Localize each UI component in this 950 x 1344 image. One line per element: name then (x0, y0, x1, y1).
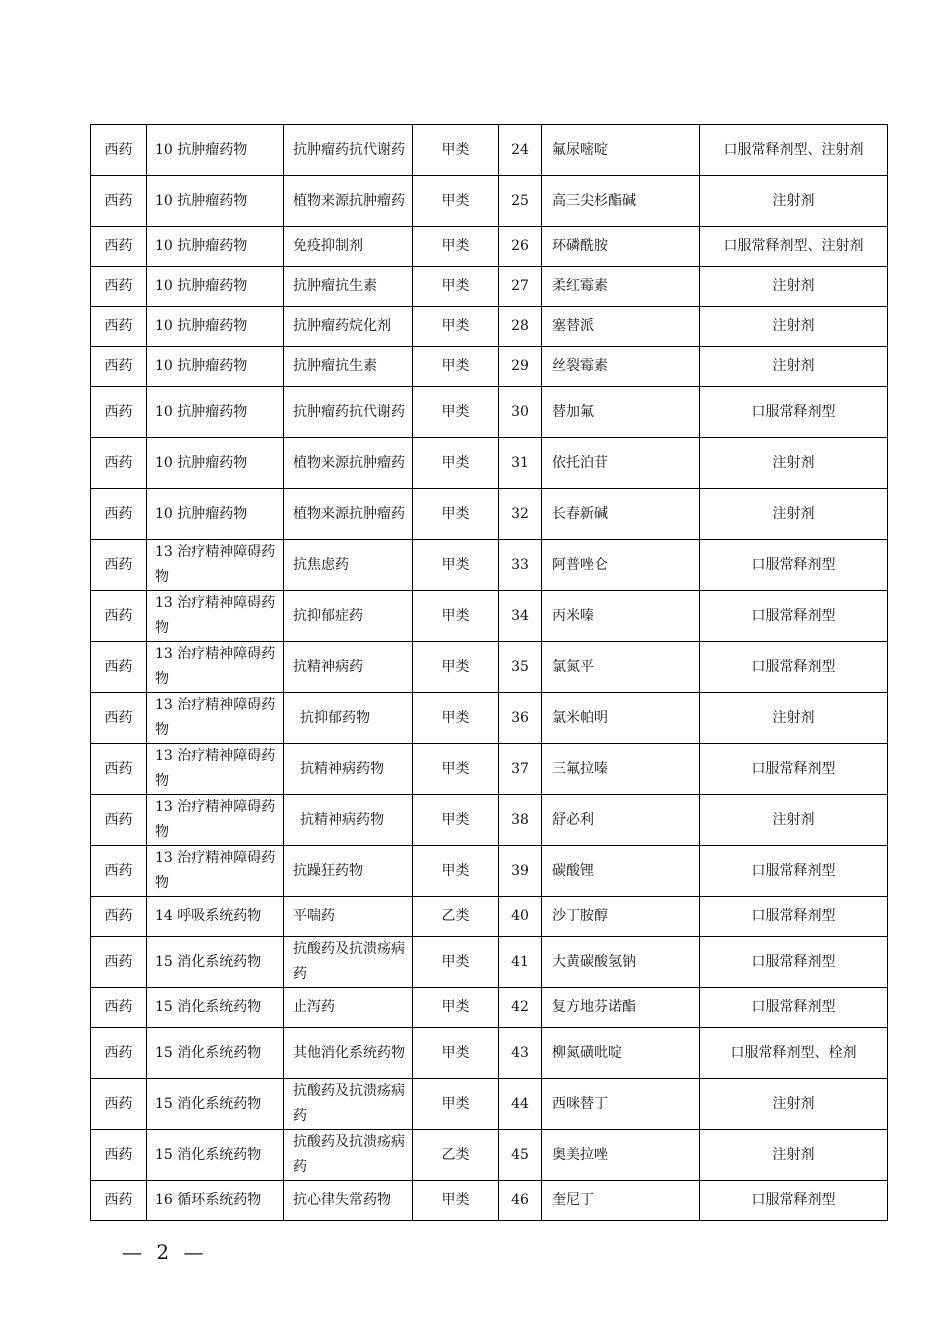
category-cell: 10 抗肿瘤药物 (147, 307, 284, 347)
number-cell: 34 (499, 591, 542, 642)
table-row (91, 176, 888, 227)
subcategory-cell: 抗酸药及抗溃疡病药 (284, 1130, 413, 1181)
drug-type-cell: 西药 (91, 1130, 147, 1181)
number-cell: 44 (499, 1079, 542, 1130)
drug-name-cell: 舒必利 (542, 795, 700, 846)
number-cell: 26 (499, 227, 542, 267)
drug-name-cell: 氯氮平 (542, 642, 700, 693)
number-cell: 29 (499, 347, 542, 387)
drug-type-cell: 西药 (91, 347, 147, 387)
grade-cell: 甲类 (413, 307, 499, 347)
number-cell: 27 (499, 267, 542, 307)
subcategory-cell: 植物来源抗肿瘤药 (284, 176, 413, 227)
number-cell: 38 (499, 795, 542, 846)
number-cell: 41 (499, 937, 542, 988)
grade-cell: 甲类 (413, 744, 499, 795)
table-row (91, 438, 888, 489)
drug-type-cell: 西药 (91, 1028, 147, 1079)
category-cell: 10 抗肿瘤药物 (147, 489, 284, 540)
category-cell: 15 消化系统药物 (147, 937, 284, 988)
subcategory-cell: 抗肿瘤药抗代谢药 (284, 125, 413, 176)
table-row (91, 744, 888, 795)
subcategory-cell: 抗酸药及抗溃疡病药 (284, 937, 413, 988)
grade-cell: 甲类 (413, 642, 499, 693)
dosage-form-cell: 注射剂 (700, 307, 888, 347)
table-row (91, 267, 888, 307)
category-cell: 10 抗肿瘤药物 (147, 387, 284, 438)
drug-type-cell: 西药 (91, 795, 147, 846)
drug-name-cell: 三氟拉嗪 (542, 744, 700, 795)
subcategory-cell: 止泻药 (284, 988, 413, 1028)
table-row (91, 591, 888, 642)
subcategory-cell: 植物来源抗肿瘤药 (284, 489, 413, 540)
table-row (91, 897, 888, 937)
number-cell: 37 (499, 744, 542, 795)
number-cell: 39 (499, 846, 542, 897)
drug-type-cell: 西药 (91, 307, 147, 347)
subcategory-cell: 抗躁狂药物 (284, 846, 413, 897)
category-cell: 13 治疗精神障碍药物 (147, 693, 284, 744)
dosage-form-cell: 口服常释剂型 (700, 540, 888, 591)
table-row (91, 125, 888, 176)
table-row (91, 347, 888, 387)
subcategory-cell: 抗肿瘤抗生素 (284, 347, 413, 387)
table-row (91, 227, 888, 267)
grade-cell: 甲类 (413, 846, 499, 897)
table-row (91, 1079, 888, 1130)
dosage-form-cell: 注射剂 (700, 347, 888, 387)
subcategory-cell: 抗心律失常药物 (284, 1181, 413, 1221)
grade-cell: 甲类 (413, 176, 499, 227)
grade-cell: 甲类 (413, 125, 499, 176)
drug-table (90, 124, 888, 1221)
drug-type-cell: 西药 (91, 846, 147, 897)
category-cell: 13 治疗精神障碍药物 (147, 795, 284, 846)
page-number: — 2 — (122, 1240, 208, 1264)
category-cell: 13 治疗精神障碍药物 (147, 540, 284, 591)
drug-type-cell: 西药 (91, 489, 147, 540)
number-cell: 40 (499, 897, 542, 937)
table-row (91, 1028, 888, 1079)
dosage-form-cell: 口服常释剂型 (700, 591, 888, 642)
number-cell: 28 (499, 307, 542, 347)
drug-type-cell: 西药 (91, 1079, 147, 1130)
grade-cell: 甲类 (413, 438, 499, 489)
drug-name-cell: 氟尿嘧啶 (542, 125, 700, 176)
drug-name-cell: 氯米帕明 (542, 693, 700, 744)
grade-cell: 甲类 (413, 227, 499, 267)
dosage-form-cell: 注射剂 (700, 438, 888, 489)
category-cell: 13 治疗精神障碍药物 (147, 846, 284, 897)
drug-type-cell: 西药 (91, 125, 147, 176)
number-cell: 45 (499, 1130, 542, 1181)
grade-cell: 甲类 (413, 540, 499, 591)
grade-cell: 甲类 (413, 387, 499, 438)
category-cell: 15 消化系统药物 (147, 1130, 284, 1181)
table-row (91, 937, 888, 988)
category-cell: 10 抗肿瘤药物 (147, 347, 284, 387)
grade-cell: 甲类 (413, 591, 499, 642)
dosage-form-cell: 口服常释剂型、栓剂 (700, 1028, 888, 1079)
category-cell: 10 抗肿瘤药物 (147, 438, 284, 489)
category-cell: 14 呼吸系统药物 (147, 897, 284, 937)
drug-type-cell: 西药 (91, 540, 147, 591)
number-cell: 32 (499, 489, 542, 540)
table-row (91, 693, 888, 744)
grade-cell: 甲类 (413, 937, 499, 988)
subcategory-cell: 平喘药 (284, 897, 413, 937)
table-row (91, 1181, 888, 1221)
subcategory-cell: 抗抑郁症药 (284, 591, 413, 642)
drug-name-cell: 高三尖杉酯碱 (542, 176, 700, 227)
number-cell: 36 (499, 693, 542, 744)
drug-name-cell: 替加氟 (542, 387, 700, 438)
subcategory-cell: 抗精神病药物 (284, 744, 413, 795)
grade-cell: 甲类 (413, 347, 499, 387)
dosage-form-cell: 口服常释剂型 (700, 642, 888, 693)
drug-type-cell: 西药 (91, 642, 147, 693)
dosage-form-cell: 注射剂 (700, 795, 888, 846)
grade-cell: 乙类 (413, 897, 499, 937)
dosage-form-cell: 口服常释剂型 (700, 744, 888, 795)
drug-type-cell: 西药 (91, 591, 147, 642)
dosage-form-cell: 口服常释剂型、注射剂 (700, 125, 888, 176)
table-row (91, 795, 888, 846)
category-cell: 15 消化系统药物 (147, 1028, 284, 1079)
drug-name-cell: 奎尼丁 (542, 1181, 700, 1221)
drug-name-cell: 长春新碱 (542, 489, 700, 540)
drug-name-cell: 奥美拉唑 (542, 1130, 700, 1181)
dosage-form-cell: 口服常释剂型 (700, 937, 888, 988)
subcategory-cell: 其他消化系统药物 (284, 1028, 413, 1079)
drug-type-cell: 西药 (91, 227, 147, 267)
dosage-form-cell: 口服常释剂型、注射剂 (700, 227, 888, 267)
dosage-form-cell: 口服常释剂型 (700, 387, 888, 438)
grade-cell: 甲类 (413, 489, 499, 540)
dosage-form-cell: 注射剂 (700, 693, 888, 744)
category-cell: 10 抗肿瘤药物 (147, 125, 284, 176)
table-body (91, 125, 888, 1221)
drug-name-cell: 丙米嗪 (542, 591, 700, 642)
drug-type-cell: 西药 (91, 1181, 147, 1221)
drug-name-cell: 复方地芬诺酯 (542, 988, 700, 1028)
table-row (91, 988, 888, 1028)
subcategory-cell: 植物来源抗肿瘤药 (284, 438, 413, 489)
number-cell: 30 (499, 387, 542, 438)
grade-cell: 甲类 (413, 267, 499, 307)
dosage-form-cell: 注射剂 (700, 1079, 888, 1130)
drug-name-cell: 依托泊苷 (542, 438, 700, 489)
drug-name-cell: 西咪替丁 (542, 1079, 700, 1130)
subcategory-cell: 抗精神病药物 (284, 795, 413, 846)
grade-cell: 甲类 (413, 988, 499, 1028)
number-cell: 33 (499, 540, 542, 591)
drug-type-cell: 西药 (91, 744, 147, 795)
grade-cell: 甲类 (413, 693, 499, 744)
drug-name-cell: 塞替派 (542, 307, 700, 347)
table-row (91, 846, 888, 897)
drug-type-cell: 西药 (91, 267, 147, 307)
grade-cell: 甲类 (413, 1079, 499, 1130)
drug-type-cell: 西药 (91, 387, 147, 438)
drug-type-cell: 西药 (91, 176, 147, 227)
dosage-form-cell: 口服常释剂型 (700, 988, 888, 1028)
grade-cell: 甲类 (413, 1181, 499, 1221)
drug-type-cell: 西药 (91, 438, 147, 489)
dosage-form-cell: 注射剂 (700, 267, 888, 307)
subcategory-cell: 抗精神病药 (284, 642, 413, 693)
category-cell: 15 消化系统药物 (147, 988, 284, 1028)
drug-type-cell: 西药 (91, 937, 147, 988)
number-cell: 42 (499, 988, 542, 1028)
drug-type-cell: 西药 (91, 988, 147, 1028)
table-row (91, 642, 888, 693)
category-cell: 15 消化系统药物 (147, 1079, 284, 1130)
category-cell: 10 抗肿瘤药物 (147, 176, 284, 227)
grade-cell: 乙类 (413, 1130, 499, 1181)
drug-name-cell: 丝裂霉素 (542, 347, 700, 387)
category-cell: 16 循环系统药物 (147, 1181, 284, 1221)
number-cell: 25 (499, 176, 542, 227)
number-cell: 46 (499, 1181, 542, 1221)
drug-type-cell: 西药 (91, 897, 147, 937)
dosage-form-cell: 注射剂 (700, 489, 888, 540)
drug-name-cell: 碳酸锂 (542, 846, 700, 897)
dosage-form-cell: 口服常释剂型 (700, 897, 888, 937)
grade-cell: 甲类 (413, 1028, 499, 1079)
drug-type-cell: 西药 (91, 693, 147, 744)
category-cell: 13 治疗精神障碍药物 (147, 591, 284, 642)
subcategory-cell: 抗肿瘤药抗代谢药 (284, 387, 413, 438)
grade-cell: 甲类 (413, 795, 499, 846)
subcategory-cell: 抗肿瘤药烷化剂 (284, 307, 413, 347)
subcategory-cell: 抗焦虑药 (284, 540, 413, 591)
category-cell: 10 抗肿瘤药物 (147, 267, 284, 307)
dosage-form-cell: 口服常释剂型 (700, 1181, 888, 1221)
number-cell: 43 (499, 1028, 542, 1079)
dosage-form-cell: 注射剂 (700, 176, 888, 227)
drug-name-cell: 柔红霉素 (542, 267, 700, 307)
table-row (91, 540, 888, 591)
table-row (91, 489, 888, 540)
drug-name-cell: 大黄碳酸氢钠 (542, 937, 700, 988)
table-row (91, 307, 888, 347)
category-cell: 13 治疗精神障碍药物 (147, 642, 284, 693)
subcategory-cell: 抗肿瘤抗生素 (284, 267, 413, 307)
number-cell: 35 (499, 642, 542, 693)
subcategory-cell: 抗抑郁药物 (284, 693, 413, 744)
drug-name-cell: 环磷酰胺 (542, 227, 700, 267)
dosage-form-cell: 注射剂 (700, 1130, 888, 1181)
number-cell: 24 (499, 125, 542, 176)
table-row (91, 387, 888, 438)
table-row (91, 1130, 888, 1181)
drug-name-cell: 沙丁胺醇 (542, 897, 700, 937)
number-cell: 31 (499, 438, 542, 489)
drug-name-cell: 柳氮磺吡啶 (542, 1028, 700, 1079)
subcategory-cell: 免疫抑制剂 (284, 227, 413, 267)
dosage-form-cell: 口服常释剂型 (700, 846, 888, 897)
drug-name-cell: 阿普唑仑 (542, 540, 700, 591)
subcategory-cell: 抗酸药及抗溃疡病药 (284, 1079, 413, 1130)
category-cell: 13 治疗精神障碍药物 (147, 744, 284, 795)
category-cell: 10 抗肿瘤药物 (147, 227, 284, 267)
